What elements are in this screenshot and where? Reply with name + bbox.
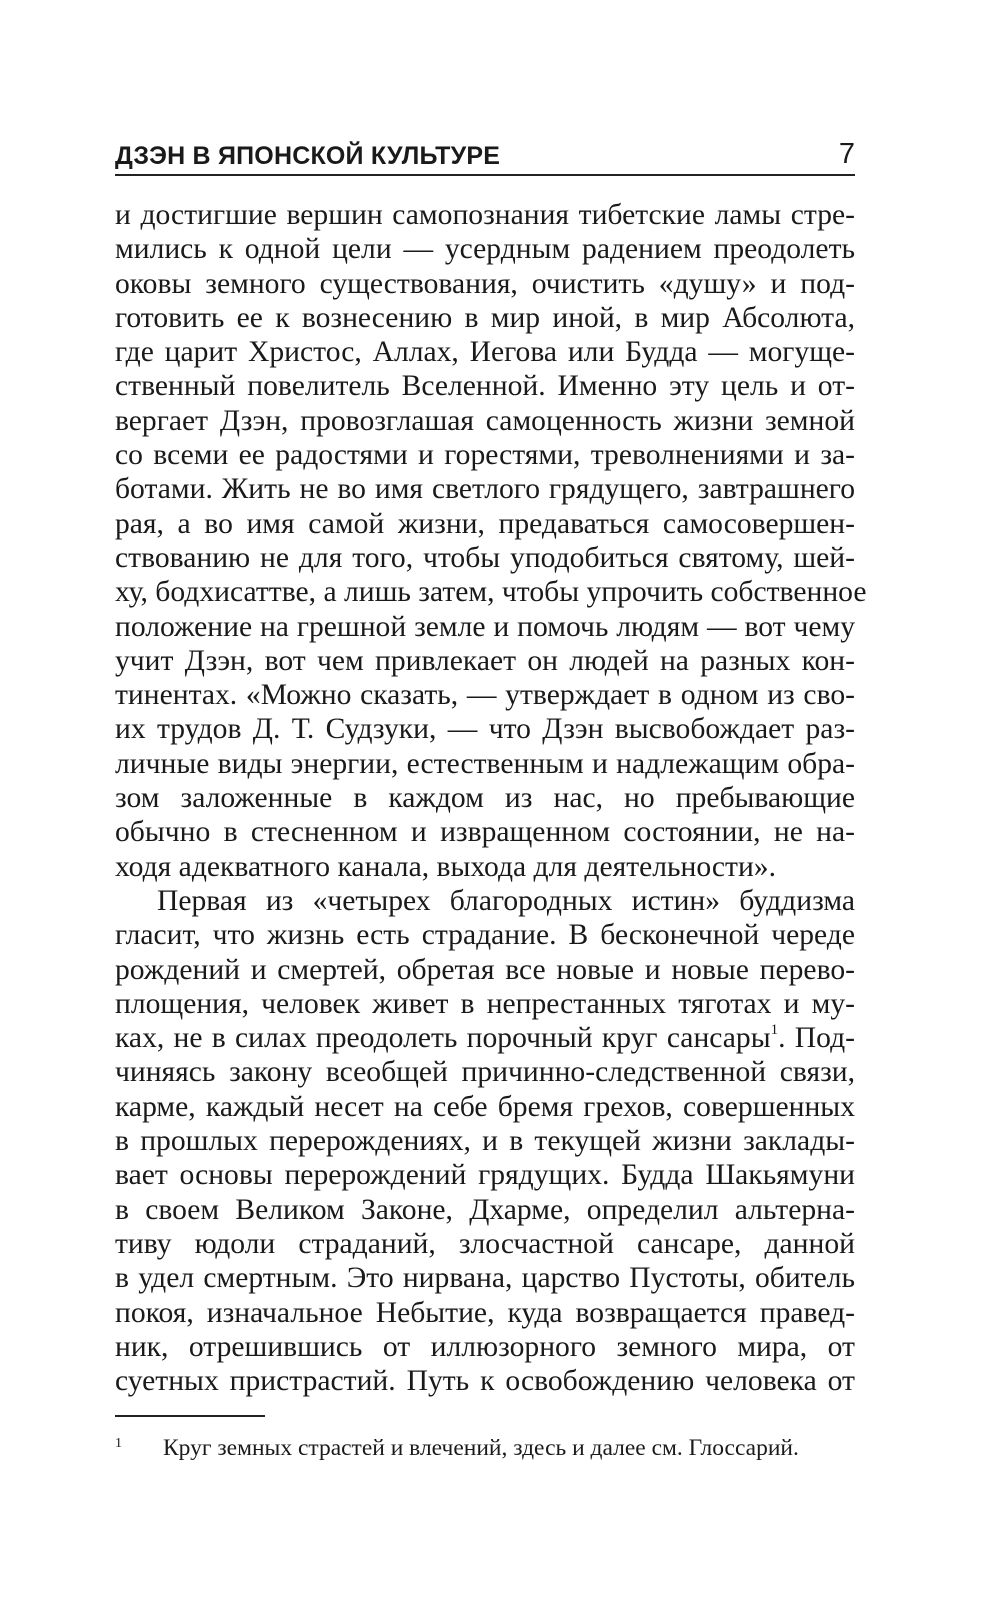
text-line: гласит, что жизнь есть страдание. В бесконечной череде (115, 919, 855, 952)
text-line: их трудов Д. Т. Судзуки, — что Дзэн высвобождает раз- (115, 713, 855, 746)
text-line: площения, человек живет в непрестанных тяготах и му- (115, 987, 855, 1020)
text-line: ственный повелитель Вселенной. Именно эту цель и от- (115, 370, 855, 403)
text-line: вергает Дзэн, провозглашая самоценность жизни земной (115, 404, 855, 437)
text-line: ник, отрешившись от иллюзорного земного мира, от (115, 1330, 855, 1363)
text-line: в своем Великом Законе, Дхарме, определил альтерна- (115, 1193, 855, 1226)
text-line: чиняясь закону всеобщей причинно-следственной связи, (115, 1056, 855, 1089)
body-text (115, 198, 867, 1398)
text-line: где царит Христос, Аллах, Иегова или Будда — могуще- (115, 336, 855, 369)
text-line: ху, бодхисаттве, а лишь затем, чтобы упрочить собственное (115, 576, 867, 609)
text-line: личные виды энергии, естественным и надлежащим обра- (115, 747, 855, 780)
text-segment: . Под- (778, 1022, 855, 1055)
text-line: в удел смертным. Это нирвана, царство Пустоты, обитель (115, 1262, 855, 1295)
text-line: учит Дзэн, вот чем привлекает он людей на разных кон- (115, 644, 855, 677)
text-line: обычно в стесненном и извращенном состоянии, не на- (115, 816, 855, 849)
text-line: оковы земного существования, очистить «душу» и под- (115, 267, 855, 300)
footnote-text: Круг земных страстей и влечений, здесь и далее см. Глоссарий. (163, 1435, 799, 1461)
text-line: вает основы перерождений грядущих. Будда Шакьямуни (115, 1159, 855, 1192)
text-line: ходя адекватного канала, выхода для деятельности». (115, 850, 777, 883)
running-head (115, 134, 855, 174)
text-line-with-footnote (115, 1021, 855, 1055)
text-line: мились к одной цели — усердным радением преодолеть (115, 233, 855, 266)
running-title: ДЗЭН В ЯПОНСКОЙ КУЛЬТУРЕ (115, 142, 501, 170)
text-line: ствованию не для того, чтобы уподобиться святому, шей- (115, 541, 855, 574)
text-line: и достигшие вершин самопознания тибетские ламы стре- (115, 199, 855, 231)
text-line: зом заложенные в каждом из нас, но пребывающие (115, 782, 855, 815)
footnote-rule (115, 1415, 265, 1417)
text-line: покоя, изначальное Небытие, куда возвращается правед- (115, 1296, 855, 1329)
text-line: в прошлых перерождениях, и в текущей жизни заклады- (115, 1125, 855, 1158)
text-line: ботами. Жить не во имя светлого грядущего, завтрашнего (115, 473, 855, 506)
text-line: тиву юдоли страданий, злосчастной сансаре, данной (115, 1227, 855, 1260)
footnote-reference[interactable]: 1 (770, 1022, 779, 1039)
header-rule (115, 174, 855, 176)
footnote-mark: 1 (115, 1436, 122, 1451)
text-line: готовить ее к вознесению в мир иной, в мир Абсолюта, (115, 301, 855, 334)
text-line: суетных пристрастий. Путь к освобождению человека от (115, 1365, 855, 1398)
text-line: со всеми ее радостями и горестями, треволнениями и за- (115, 439, 855, 472)
text-line: карме, каждый несет на себе бремя грехов, совершенных (115, 1090, 855, 1123)
text-line: рая, а во имя самой жизни, предаваться самосовершен- (115, 507, 855, 540)
paragraph-first-line: Первая из «четырех благородных истин» буддизма (157, 884, 855, 917)
text-line: тинентах. «Можно сказать, — утверждает в одном из сво- (115, 679, 855, 712)
text-line: рождений и смертей, обретая все новые и новые перево- (115, 953, 855, 986)
text-segment: ках, не в силах преодолеть порочный круг сансары (115, 1022, 771, 1055)
text-line: положение на грешной земле и помочь людям — вот чему (115, 610, 855, 643)
page-number: 7 (838, 138, 855, 170)
